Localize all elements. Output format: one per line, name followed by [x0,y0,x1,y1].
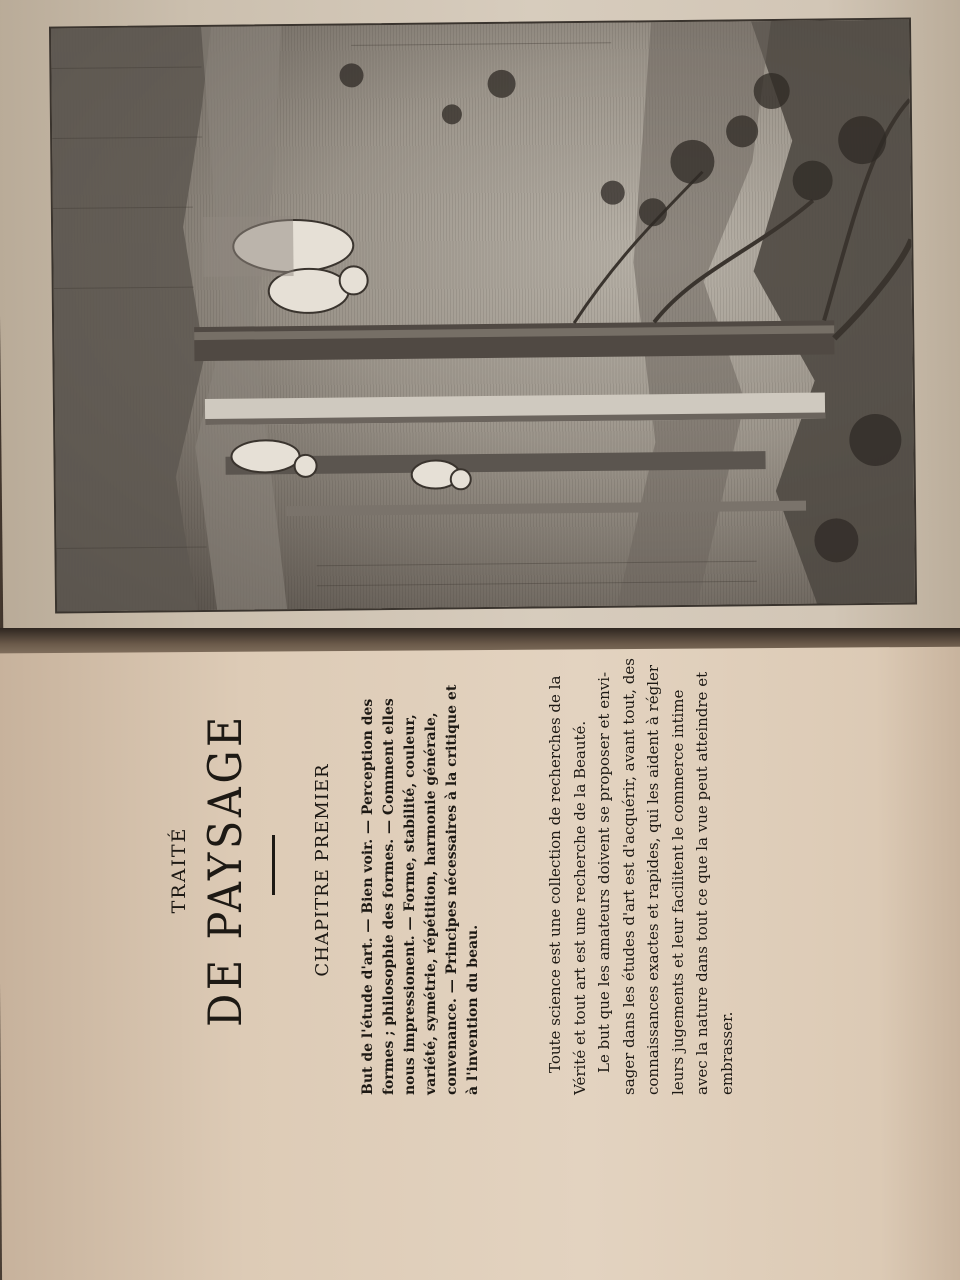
title-small: TRAITÉ [168,826,190,914]
body-paragraphs [543,655,739,1095]
chapter-summary [358,655,484,1095]
title-rule [272,835,275,895]
body-line: embrasser. [717,1011,736,1095]
summary-line: formes ; philosophie des formes. — Comment elles [381,698,397,1095]
body-line: Vérité et tout art est une recherche de la Beauté. [570,720,589,1095]
body-line: avec la nature dans tout ce que la vue peut atteindre et [693,671,711,1095]
body-line: connaissances exactes et rapides, qui les aident à régler [644,664,662,1095]
page-text-block [150,635,810,1105]
summary-line: variété, symétrie, répétition, harmonie générale, [423,712,439,1095]
chapter-heading: CHAPITRE PREMIER [312,763,333,977]
tree-engraving-icon [51,20,915,612]
summary-line: convenance. — Principes nécessaires à la critique et [444,684,460,1095]
summary-line: nous impressionent. — Forme, stabilité, couleur, [402,714,418,1095]
body-line: sager dans les études d'art est d'acquérir, avant tout, des [619,658,638,1095]
landscape-engraving-illustration [49,18,917,614]
summary-line: à l'invention du beau. [465,924,481,1095]
body-line: Le but que les amateurs doivent se proposer et envi- [595,671,613,1073]
body-line: leurs jugements et leur facilitent le commerce intime [668,689,687,1095]
title-main: DE PAYSAGE [198,713,252,1027]
summary-line: But de l'étude d'art. — Bien voir. — Perception des [360,698,376,1095]
body-line: Toute science est une collection de recherches de la [546,675,564,1073]
